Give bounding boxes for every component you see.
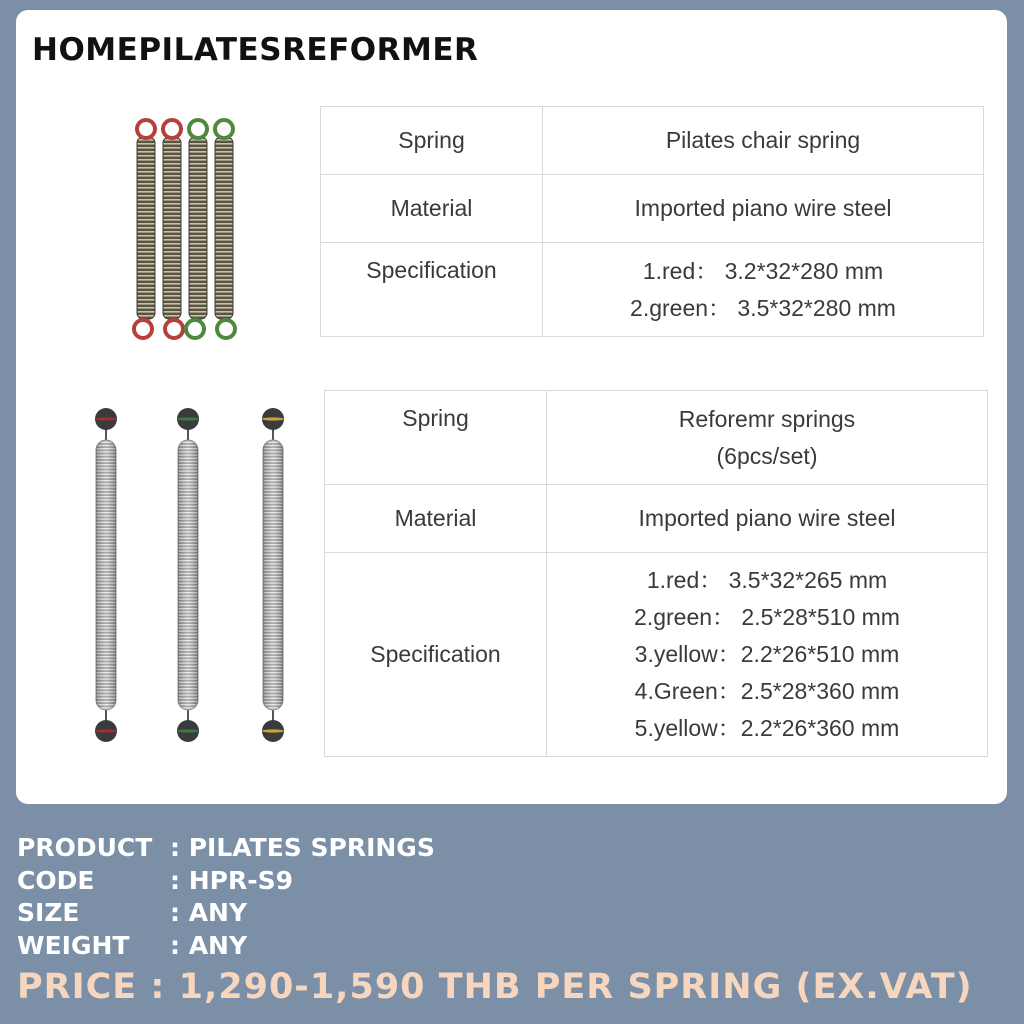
info-value: : PILATES SPRINGS bbox=[170, 833, 435, 862]
brand-title: HOMEPILATESREFORMER bbox=[32, 32, 479, 68]
info-label: SIZE bbox=[17, 898, 80, 927]
spec-key: Spring bbox=[321, 107, 543, 175]
reformer-spring bbox=[177, 408, 199, 742]
spec-key: Specification bbox=[321, 243, 543, 337]
spec-value: Imported piano wire steel bbox=[543, 175, 984, 243]
spec-key: Material bbox=[321, 175, 543, 243]
chair-springs-image bbox=[111, 115, 251, 347]
chair-spring-table bbox=[320, 106, 984, 337]
spec-key: Specification bbox=[325, 553, 547, 757]
info-value: : ANY bbox=[170, 930, 248, 960]
reformer-spring bbox=[262, 408, 284, 742]
spec-value: 1.red： 3.2*32*280 mm 2.green： 3.5*32*280 mm bbox=[543, 243, 984, 337]
reformer-spring bbox=[95, 408, 117, 742]
table-row bbox=[325, 485, 988, 553]
table-row bbox=[325, 391, 988, 485]
reformer-spring-table bbox=[324, 390, 988, 757]
info-row-code bbox=[17, 865, 435, 898]
info-label: WEIGHT bbox=[17, 930, 130, 960]
info-row-weight bbox=[17, 930, 435, 963]
table-row bbox=[321, 243, 984, 337]
spec-key: Spring bbox=[325, 391, 547, 485]
spec-value: Reforemr springs (6pcs/set) bbox=[547, 391, 988, 485]
spec-value: 1.red： 3.5*32*265 mm 2.green： 2.5*28*510 mm 3.yellow：2.2*26*510 mm 4.Green：2.5*28*360 mm 5.yellow：2.2*26*360 mm bbox=[547, 553, 988, 757]
info-row-size bbox=[17, 897, 435, 930]
info-label: PRODUCT bbox=[17, 833, 153, 862]
info-row-product bbox=[17, 832, 435, 865]
chair-spring bbox=[186, 120, 207, 338]
spec-value: Imported piano wire steel bbox=[547, 485, 988, 553]
info-label: CODE bbox=[17, 865, 95, 895]
price-text: PRICE : 1,290-1,590 THB PER SPRING (EX.VAT) bbox=[17, 967, 973, 1007]
info-value: : HPR-S9 bbox=[170, 865, 293, 895]
product-info bbox=[17, 832, 435, 962]
table-row bbox=[321, 175, 984, 243]
spec-key: Material bbox=[325, 485, 547, 553]
reformer-springs-image bbox=[76, 400, 296, 750]
product-card bbox=[16, 10, 1007, 804]
table-row bbox=[321, 107, 984, 175]
chair-spring bbox=[163, 120, 183, 338]
chair-spring bbox=[215, 120, 235, 338]
chair-spring bbox=[134, 120, 155, 338]
table-row bbox=[325, 553, 988, 757]
spec-value: Pilates chair spring bbox=[543, 107, 984, 175]
info-value: : ANY bbox=[170, 898, 248, 927]
